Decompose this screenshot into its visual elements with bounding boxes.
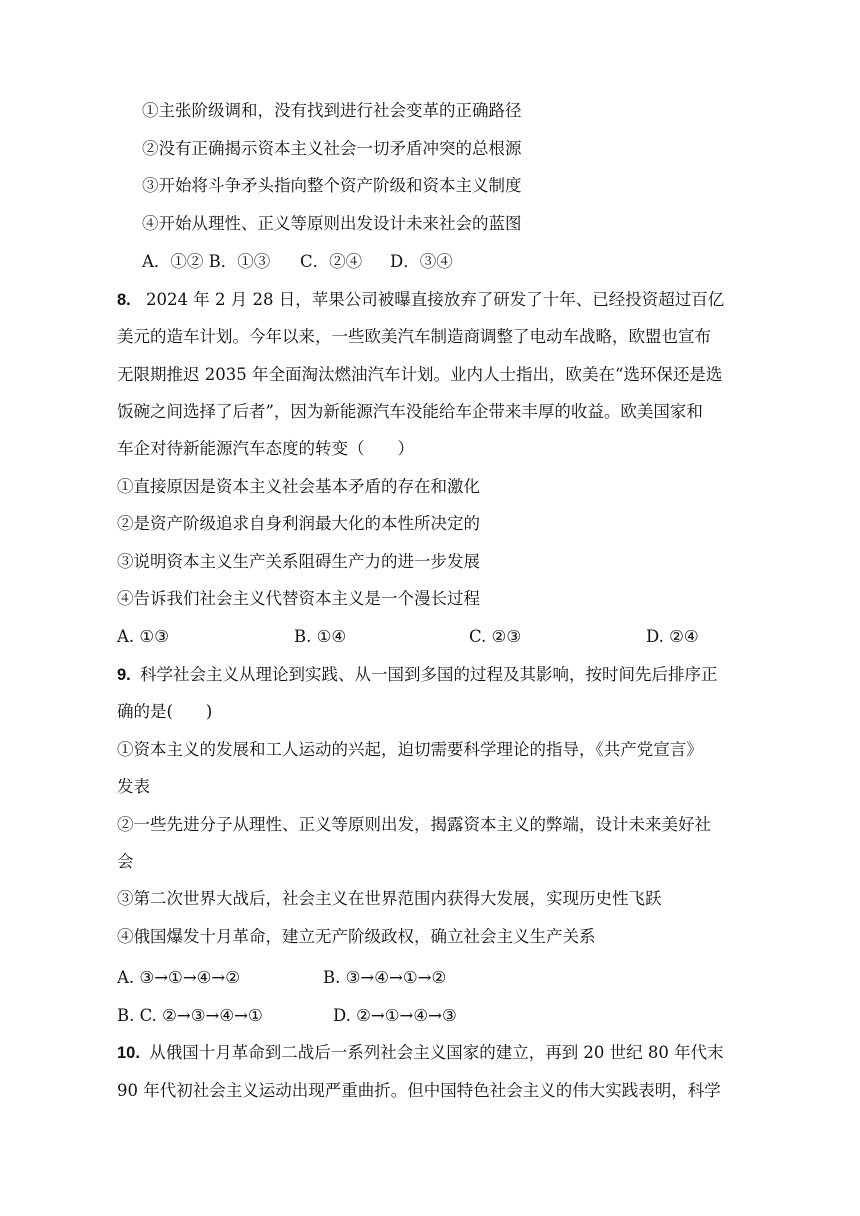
q8-stem-line-1 — [117, 289, 724, 311]
q9-option-b: B. ③→④→①→② — [323, 968, 447, 987]
q8-stem-line-5: 车企对待新能源汽车态度的转变（ ） — [117, 439, 414, 458]
q8-option-b: B. ①④ — [294, 627, 347, 646]
q9-item-1-cont: 发表 — [117, 777, 150, 796]
q9-stem-text-1: 科学社会主义从理论到实践、从一国到多国的过程及其影响，按时间先后排序正 — [140, 665, 718, 684]
q7-item-2: ②没有正确揭示资本主义社会一切矛盾冲突的总根源 — [142, 139, 522, 158]
q9-item-2-cont: 会 — [117, 852, 134, 871]
q9-option-a: A. ③→①→④→② — [117, 968, 241, 987]
q8-stem-line-2: 美元的造车计划。今年以来，一些欧美汽车制造商调整了电动车战略，欧盟也宣布 — [117, 327, 711, 346]
q8-item-2: ②是资产阶级追求自身利润最大化的本性所决定的 — [117, 514, 480, 533]
q9-option-d: D. ②→①→④→③ — [333, 1006, 457, 1025]
q9-item-3: ③第二次世界大战后，社会主义在世界范围内获得大发展，实现历史性飞跃 — [117, 889, 662, 908]
q9-option-c: B. C. ②→③→④→① — [117, 1006, 263, 1025]
q8-stem-text-1: 2024 年 2 月 28 日，苹果公司被曝直接放弃了研发了十年、已经投资超过百亿 — [146, 290, 725, 309]
q7-option-d: D．③④ — [390, 252, 453, 271]
q7-item-4: ④开始从理性、正义等原则出发设计未来社会的蓝图 — [142, 214, 522, 233]
q8-stem-line-3: 无限期推迟 2035 年全面淘汰燃油汽车计划。业内人士指出，欧美在“选环保还是选 — [117, 365, 723, 384]
q9-stem-line-2: 确的是( ) — [117, 702, 213, 721]
q8-option-d: D. ②④ — [646, 627, 699, 646]
q8-option-a: A. ①③ — [117, 627, 169, 646]
q10-stem-text-1: 从俄国十月革命到二战后一系列社会主义国家的建立，再到 20 世纪 80 年代末 — [149, 1043, 724, 1062]
q10-stem-line-1 — [117, 1042, 724, 1064]
q9-item-1: ①资本主义的发展和工人运动的兴起，迫切需要科学理论的指导，《共产党宣言》 — [117, 740, 703, 759]
q10-number: 10. — [117, 1044, 140, 1062]
q8-stem-line-4: 饭碗之间选择了后者”，因为新能源汽车没能给车企带来丰厚的收益。欧美国家和 — [117, 402, 703, 421]
q8-option-c: C. ②③ — [469, 627, 522, 646]
q8-item-4: ④告诉我们社会主义代替资本主义是一个漫长过程 — [117, 589, 480, 608]
q7-option-ab: A．①② B．①③ — [142, 252, 271, 271]
q9-number: 9. — [117, 666, 131, 684]
q7-option-c: C．②④ — [300, 252, 363, 271]
q7-item-1: ①主张阶级调和，没有找到进行社会变革的正确路径 — [142, 101, 522, 120]
q10-stem-line-2: 90 年代初社会主义运动出现严重曲折。但中国特色社会主义的伟大实践表明，科学 — [117, 1081, 721, 1100]
q7-item-3: ③开始将斗争矛头指向整个资产阶级和资本主义制度 — [142, 176, 522, 195]
q9-item-4: ④俄国爆发十月革命，建立无产阶级政权，确立社会主义生产关系 — [117, 927, 596, 946]
q9-stem-line-1 — [117, 664, 718, 686]
q7-options — [142, 251, 453, 273]
q8-number: 8. — [117, 291, 131, 309]
q8-item-1: ①直接原因是资本主义社会基本矛盾的存在和激化 — [117, 477, 480, 496]
q9-item-2: ②一些先进分子从理性、正义等原则出发，揭露资本主义的弊端，设计未来美好社 — [117, 815, 711, 834]
q8-item-3: ③说明资本主义生产关系阻碍生产力的进一步发展 — [117, 552, 480, 571]
